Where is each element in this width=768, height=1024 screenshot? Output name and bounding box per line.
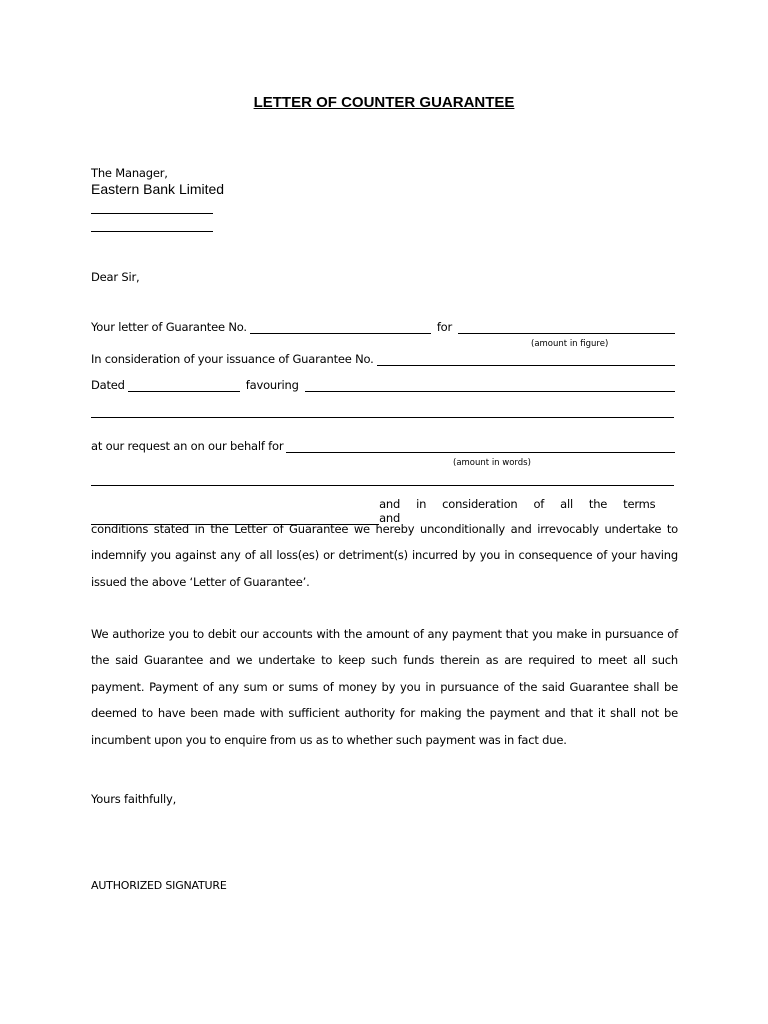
- favouring-label: favouring: [245, 378, 299, 392]
- greeting: Dear Sir,: [91, 270, 140, 284]
- date-blank: [128, 380, 240, 392]
- addressee-line: The Manager,: [91, 166, 168, 180]
- behalf-label: at our request an on our behalf for: [91, 439, 284, 453]
- amount-words-blank-continuation: [91, 485, 674, 486]
- guarantee-number-row: [91, 320, 678, 334]
- for-label: for: [436, 320, 453, 334]
- guarantee-number-blank: [250, 322, 431, 334]
- amount-figure-blank: [458, 322, 675, 334]
- document-title: LETTER OF COUNTER GUARANTEE: [253, 94, 515, 111]
- bank-name: Eastern Bank Limited: [91, 181, 225, 197]
- favouring-blank: [305, 380, 675, 392]
- paragraph2-body: We authorize you to debit our accounts with the amount of any payment that you make in pursuance of the said Guarantee and we undertake to keep such funds therein as are required to meet all such payment. Payment of any sum or sums of money by you in pursuance of the said Guarantee shall be deemed to have been made with sufficient authority for making the payment and that it shall not be incumbent upon you to enquire from us as to whether such payment was in fact due.: [91, 627, 678, 747]
- consideration-guarantee-blank: [377, 354, 675, 366]
- amount-in-figure-hint: (amount in figure): [531, 339, 609, 349]
- paragraph1-body: conditions stated in the Letter of Guarantee we hereby unconditionally and irrevocably undertake to indemnify you against any of all loss(es) or detriment(s) incurred by you in consequence of your having issued the above ‘Letter of Guarantee’.: [91, 522, 678, 589]
- signature-label: AUTHORIZED SIGNATURE: [91, 879, 227, 892]
- dated-label: Dated: [91, 378, 125, 392]
- consideration-row: [91, 352, 678, 366]
- address-blank-line-2: [91, 231, 213, 232]
- closing: Yours faithfully,: [91, 792, 177, 806]
- paragraph1-tail: and in consideration of all the terms and: [379, 497, 656, 525]
- consideration-label: In consideration of your issuance of Guarantee No.: [91, 352, 374, 366]
- guarantee-number-label: Your letter of Guarantee No.: [91, 320, 247, 334]
- behalf-row: [91, 439, 678, 453]
- address-blank-line-1: [91, 213, 213, 214]
- favouring-blank-continuation: [91, 417, 674, 418]
- dated-row: [91, 378, 678, 392]
- behalf-amount-blank: [286, 441, 675, 453]
- amount-in-words-hint: (amount in words): [453, 458, 531, 468]
